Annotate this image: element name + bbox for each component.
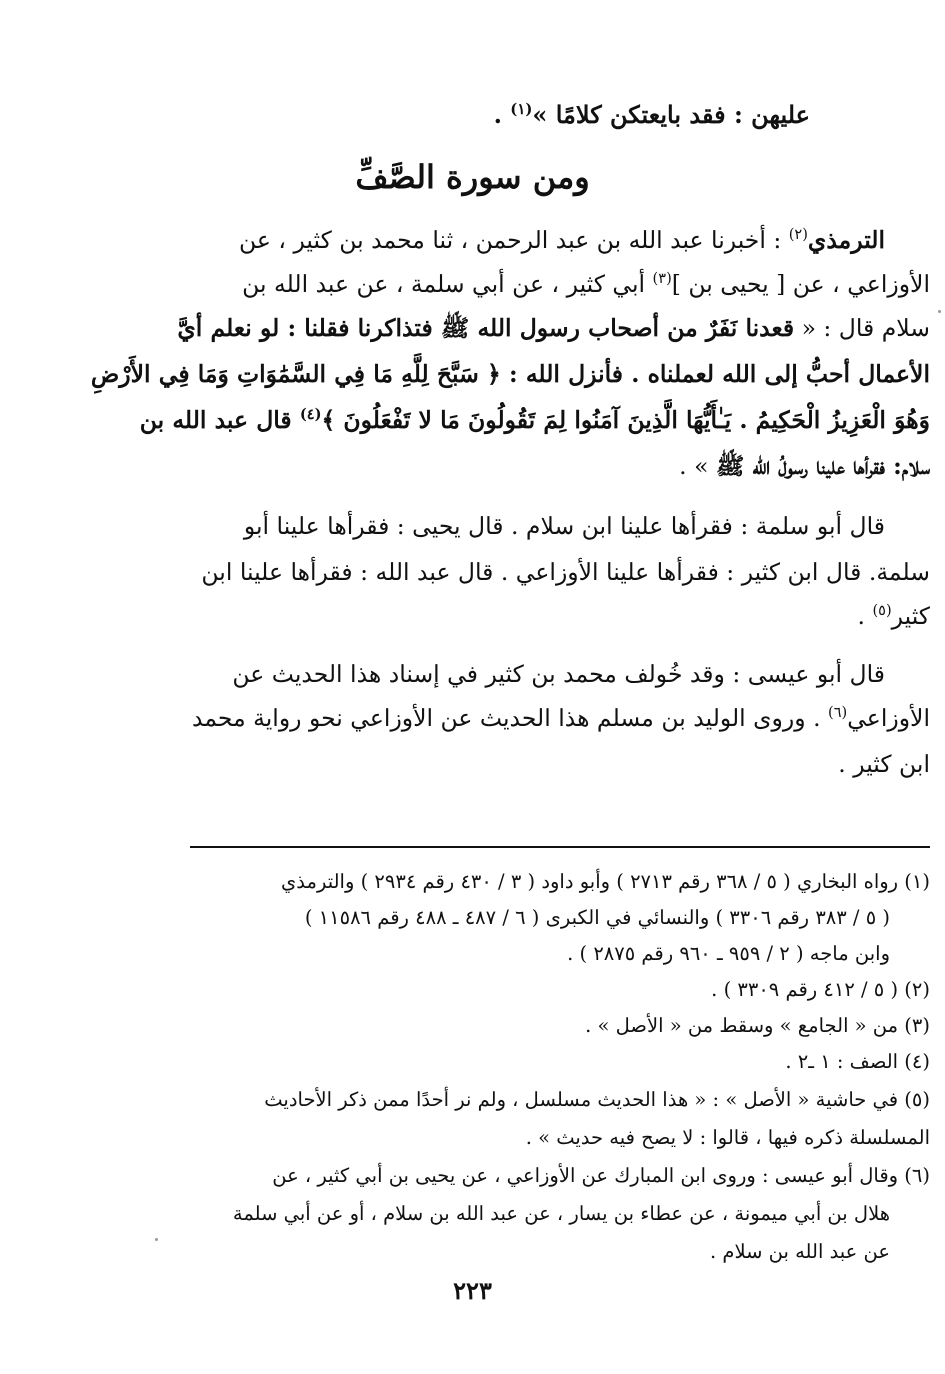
paragraph-3-line-3: ابن كثير . [838, 750, 930, 778]
continuation-line: عليهن : فقد بايعتكن كلامًا »$^{(١)}$ . [493, 100, 810, 129]
paragraph-3-line-2: الأوزاعي$^{(٦)}$ . وروى الوليد بن مسلم هذا الحديث عن الأوزاعي نحو رواية محمد [192, 704, 930, 732]
footnote-6-line-2: هلال بن أبي ميمونة ، عن عطاء بن يسار ، عن عبد الله بن سلام ، أو عن أبي سلمة [232, 1202, 890, 1225]
footnote-1-line-1: (١) رواه البخاري ( ٥ / ٣٦٨ رقم ٢٧١٣ ) وأبو داود ( ٣ / ٤٣٠ رقم ٢٩٣٤ ) والترمذي [281, 870, 930, 893]
footnote-ref: (٤) [299, 406, 322, 424]
scan-speck [155, 1238, 158, 1241]
paragraph-2-line-3: كثير$^{(٥)}$ . [857, 602, 930, 630]
footnote-ref: (٥) [872, 602, 892, 620]
footnote-5-line-2: المسلسلة ذكره فيها ، قالوا : لا يصح فيه حديث » . [525, 1126, 930, 1149]
paragraph-3-line-1: قال أبو عيسى : وقد خُولف محمد بن كثير في إسناد هذا الحديث عن [232, 660, 885, 688]
paragraph-1-line-3: سلام قال : « قعدنا نَفَرٌ من أصحاب رسول الله ﷺ فتذاكرنا فقلنا : لو نعلم أيَّ [177, 314, 930, 342]
paragraph-2-line-1: قال أبو سلمة : فقرأها علينا ابن سلام . قال يحيى : فقرأها علينا أبو [243, 512, 885, 540]
paragraph-1-line-4: الأعمال أحبُّ إلى الله لعملناه . فأنزل الله : ﴿ سَبَّحَ لِلَّهِ مَا فِي السَّمَٰوَاتِ وَمَا فِي الأَرْضِ [90, 360, 930, 388]
footnote-ref: (٢) [788, 226, 808, 244]
paragraph-1-line-5: وَهُوَ الْعَزِيزُ الْحَكِيمُ . يَـٰأَيُّهَا الَّذِينَ آمَنُوا لِمَ تَقُولُونَ مَا لا تَفْعَلُونَ ﴾$^{(٤)}$ قال عبد الله بن [139, 406, 930, 434]
paragraph-1-line-2: الأوزاعي ، عن [ يحيى بن ]$^{(٣)}$ أبي كثير ، عن أبي سلمة ، عن عبد الله بن [242, 270, 930, 298]
footnote-ref: (١) [510, 100, 533, 118]
section-heading: ومن سورة الصَّفِّ [355, 158, 590, 196]
footnote-separator [190, 846, 930, 848]
footnote-6-line-1: (٦) وقال أبو عيسى : وروى ابن المبارك عن الأوزاعي ، عن يحيى بن أبي كثير ، عن [272, 1164, 930, 1187]
footnote-1-line-2: ( ٥ / ٣٨٣ رقم ٣٣٠٦ ) والنسائي في الكبرى ( ٦ / ٤٨٧ ـ ٤٨٨ رقم ١١٥٨٦ ) [304, 906, 890, 929]
paragraph-1-line-1: الترمذي$^{(٢)}$ : أخبرنا عبد الله بن عبد الرحمن ، ثنا محمد بن كثير ، عن [239, 226, 885, 254]
footnote-ref: (٦) [828, 704, 848, 722]
footnote-ref: (٣) [652, 270, 672, 288]
footnote-4: (٤) الصف : ١ ـ٢ . [785, 1050, 930, 1073]
paragraph-2-line-2: سلمة. قال ابن كثير : فقرأها علينا الأوزاعي . قال عبد الله : فقرأها علينا ابن [201, 558, 930, 586]
footnote-6-line-3: عن عبد الله بن سلام . [709, 1240, 890, 1263]
footnote-1-line-3: وابن ماجه ( ٢ / ٩٥٩ ـ ٩٦٠ رقم ٢٨٧٥ ) . [567, 942, 890, 965]
footnote-5-line-1: (٥) في حاشية « الأصل » : « هذا الحديث مسلسل ، ولم نر أحدًا ممن ذكر الأحاديث [264, 1088, 930, 1111]
footnote-2: (٢) ( ٥ / ٤١٢ رقم ٣٣٠٩ ) . [711, 978, 930, 1001]
page-number: ٢٢٣ [453, 1276, 492, 1305]
footnote-3: (٣) من « الجامع » وسقط من « الأصل » . [585, 1014, 930, 1037]
paragraph-1-line-6: سلام: فقرأها علينا رسولُ الله ﷺ » . [679, 452, 930, 480]
scan-speck [938, 310, 941, 313]
